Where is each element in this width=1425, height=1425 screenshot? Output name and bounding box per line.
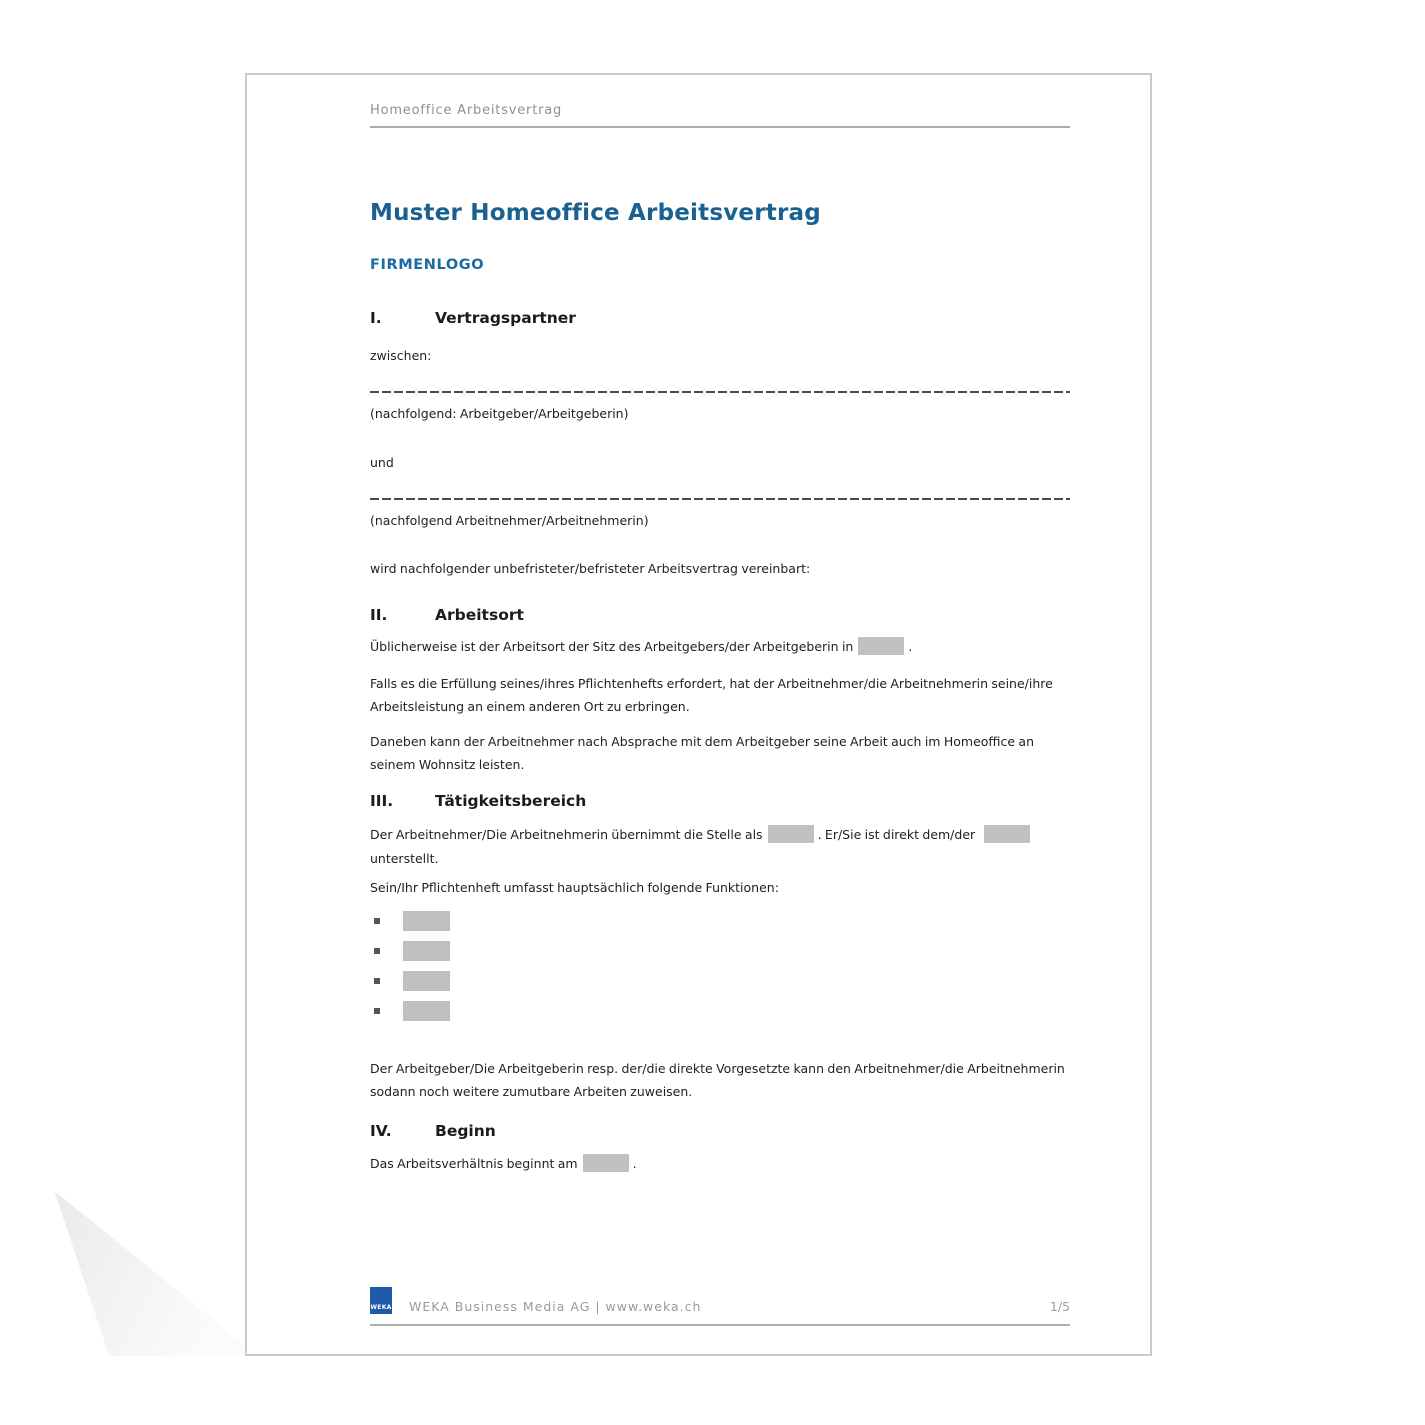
section-heading-taetigkeitsbereich <box>370 792 1070 811</box>
company-logo-placeholder-text: FIRMENLOGO <box>370 257 485 273</box>
section-title: Vertragspartner <box>435 309 576 327</box>
weka-logo-icon <box>370 1287 392 1314</box>
section-title: Tätigkeitsbereich <box>435 792 587 810</box>
taetigkeit-paragraph-3: Der Arbeitgeber/Die Arbeitgeberin resp. der/die direkte Vorgesetzte kann den Arbeitnehmer/die Arbeitnehmerin sodann noch weitere zumutbare Arbeiten zuweisen. <box>370 1061 1065 1099</box>
arbeitsort-paragraph-3: Daneben kann der Arbeitnehmer nach Absprache mit dem Arbeitgeber seine Arbeit auch im Homeoffice an seinem Wohnsitz leisten. <box>370 734 1035 772</box>
bullet-item <box>370 906 1070 936</box>
section-number: III. <box>370 792 394 810</box>
signature-line-employee <box>370 498 1070 500</box>
arbeitsort-paragraph-1 <box>370 635 1070 659</box>
page-header <box>370 103 1070 128</box>
page-curl-shadow <box>18 1186 246 1356</box>
paragraph-text: . <box>908 639 913 654</box>
placeholder-box <box>403 1001 450 1021</box>
paragraph-text: Das Arbeitsverhältnis beginnt am <box>370 1156 578 1171</box>
header-title: Homeoffice Arbeitsvertrag <box>370 103 563 118</box>
placeholder-box <box>768 825 814 843</box>
paragraph-text: Üblicherweise ist der Arbeitsort der Sitz des Arbeitgebers/der Arbeitgeberin in <box>370 639 854 654</box>
section-heading-vertragspartner <box>370 309 1070 328</box>
und-label: und <box>370 455 394 470</box>
function-bullet-list <box>370 906 1070 1026</box>
section-heading-beginn <box>370 1122 1070 1141</box>
page-footer <box>370 1287 1070 1326</box>
section-number: II. <box>370 606 388 624</box>
placeholder-box <box>984 825 1030 843</box>
section-number: IV. <box>370 1122 392 1140</box>
bullet-square-icon <box>374 1008 380 1014</box>
agreement-sentence: wird nachfolgender unbefristeter/befristeter Arbeitsvertrag vereinbart: <box>370 561 811 576</box>
document-title: Muster Homeoffice Arbeitsvertrag <box>370 200 821 226</box>
paragraph-text: unterstellt. <box>370 851 439 866</box>
section-heading-arbeitsort <box>370 606 1070 625</box>
beginn-paragraph <box>370 1152 1070 1176</box>
placeholder-box <box>583 1154 629 1172</box>
bullet-square-icon <box>374 948 380 954</box>
signature-line-employer <box>370 391 1070 393</box>
bullet-item <box>370 996 1070 1026</box>
placeholder-box <box>403 911 450 931</box>
taetigkeit-paragraph-1 <box>370 823 1070 871</box>
section-title: Beginn <box>435 1122 496 1140</box>
paragraph-text: Der Arbeitnehmer/Die Arbeitnehmerin übernimmt die Stelle als <box>370 827 763 842</box>
page-number: 1/5 <box>1049 1299 1070 1314</box>
weka-logo-text: WEKA <box>370 1304 392 1311</box>
bullet-square-icon <box>374 918 380 924</box>
paragraph-text: . <box>632 1156 637 1171</box>
placeholder-box <box>858 637 904 655</box>
bullet-item <box>370 966 1070 996</box>
arbeitsort-paragraph-2: Falls es die Erfüllung seines/ihres Pflichtenhefts erfordert, hat der Arbeitnehmer/die Arbeitnehmerin seine/ihre Arbeitsleistung an einem anderen Ort zu erbringen. <box>370 676 1053 714</box>
placeholder-box <box>403 971 450 991</box>
employee-caption: (nachfolgend Arbeitnehmer/Arbeitnehmerin) <box>370 513 649 528</box>
section-title: Arbeitsort <box>435 606 524 624</box>
bullet-item <box>370 936 1070 966</box>
section-number: I. <box>370 309 382 327</box>
bullet-square-icon <box>374 978 380 984</box>
employer-caption: (nachfolgend: Arbeitgeber/Arbeitgeberin) <box>370 406 629 421</box>
footer-company-text: WEKA Business Media AG | www.weka.ch <box>409 1299 702 1314</box>
pflichtenheft-intro: Sein/Ihr Pflichtenheft umfasst hauptsächlich folgende Funktionen: <box>370 880 779 895</box>
placeholder-box <box>403 941 450 961</box>
zwischen-label: zwischen: <box>370 348 432 363</box>
document-page <box>245 73 1152 1356</box>
paragraph-text: . Er/Sie ist direkt dem/der <box>817 827 976 842</box>
